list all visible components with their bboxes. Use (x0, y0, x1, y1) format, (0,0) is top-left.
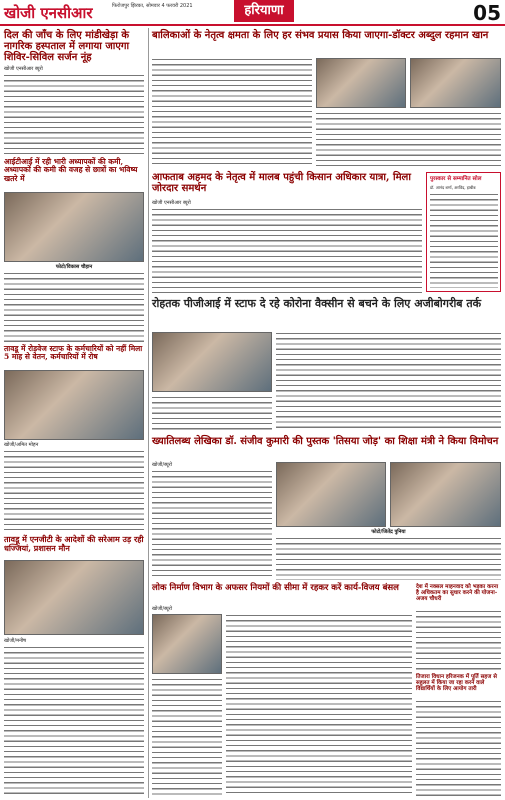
photo-caption-1: फोटो/विकास चौहान (55, 264, 93, 270)
page-number: 05 (473, 1, 501, 25)
article-body-7 (4, 646, 144, 796)
article-body-6 (276, 332, 501, 432)
story-headline-4: आफताब अहमद के नेतृत्व में मालब पहुंची किसान अधिकार यात्रा, मिला जोरदार समर्थन (152, 172, 411, 195)
byline-9: खोजी/ब्यूरो (152, 606, 172, 612)
byline-5: खोजी/अमित मोहन (4, 442, 39, 448)
byline-1: खोजी एनसीआर ब्यूरो (4, 66, 43, 72)
article-body-3 (4, 272, 144, 342)
article-body-11 (416, 700, 501, 796)
article-photo-8b (390, 462, 501, 527)
article-body-8b (276, 537, 501, 580)
article-photo-9 (152, 614, 222, 674)
article-photo-8a (276, 462, 386, 527)
story-headline-9: लोक निर्माण विभाग के अफसर नियमों की सीमा में रहकर करें कार्य-विजय बंसल (152, 583, 399, 593)
article-photo-2b (410, 58, 501, 108)
byline-4: खोजी एनसीआर ब्यूरो (152, 200, 191, 206)
story-headline-10: देश में नक्सल माहनवाद को भड़का करना है अधिकतम का सुधार करने की योजना-अजय चौधरी (416, 584, 499, 603)
story-headline-2: बालिकाओं के नेतृत्व क्षमता के लिए हर संभव प्रयास किया जाएगा-डॉक्टर अब्दुल रहमान खान (152, 30, 489, 41)
sidebar-body (430, 193, 498, 288)
issue-date: फिरोजपुर झिरका, सोमवार 4 फरवरी 2021 (112, 3, 193, 9)
article-body-1 (4, 74, 144, 154)
story-headline-11: तिजारा विधान हरिजनक में पूर्ति सहज से सहुलत में किया जा रहा करने वाले विद्यार्थियों के लिए आयोग तारी (416, 674, 497, 693)
article-body-8 (152, 470, 272, 580)
story-headline-8: ख्यातिलब्ध लेखिका डॉ. संजीव कुमारी की पुस्तक 'तिसया जोड़' का शिक्षा मंत्री ने किया विमोचन (152, 436, 499, 447)
newspaper-logo: खोजी एनसीआर (4, 4, 93, 22)
photo-caption-2: फोटो/जितेंद्र पुनिया (371, 529, 406, 535)
article-body-2 (152, 58, 312, 168)
article-body-6b (152, 396, 272, 432)
masthead (0, 0, 505, 26)
story-headline-7: तावडू में एनजीटी के आदेशों की सरेआम उड़ रही धज्जियां, प्रशासन मौन (4, 534, 144, 553)
article-body-10 (416, 610, 501, 670)
article-photo-3 (4, 192, 144, 262)
story-headline-3: आईटीआई में रही भारी अध्यापकों की कमी, अध्यापकों की कमी की वजह से छात्रों का भविष्य खतरे में (4, 157, 138, 183)
story-headline-1: दिल की जाँच के लिए मांडीखेड़ा के नागरिक हस्पताल में लगाया जाएगा शिविर-सिविल सर्जन नूंह (4, 30, 130, 64)
sidebar-headline: पुरस्कार से सम्मानित सोल (430, 176, 482, 182)
sidebar-box (426, 172, 501, 292)
byline-8: खोजी/ब्यूरो (152, 462, 172, 468)
article-photo-7 (4, 560, 144, 635)
column-divider (148, 28, 149, 798)
article-photo-6 (152, 332, 272, 392)
article-body-5 (4, 450, 144, 530)
article-body-2b (316, 112, 501, 168)
story-headline-6: रोहतक पीजीआई में स्टाफ दे रहे कोरोना वैक्सीन से बचने के लिए अजीबोगरीब तर्क (152, 297, 482, 310)
article-body-9b (152, 678, 222, 796)
article-photo-2a (316, 58, 406, 108)
section-label: हरियाणा (234, 0, 294, 22)
sidebar-sub: डॉ. आनंद शर्मा, अरविंद, हाबीब (430, 185, 476, 190)
article-body-9 (226, 614, 412, 796)
article-body-4 (152, 208, 422, 293)
byline-7: खोजी/मनीष (4, 638, 27, 644)
article-photo-5 (4, 370, 144, 440)
story-headline-5: तावडू में रोड़वेज स्टाफ के कर्मचारियों को नहीं मिला 5 माह से वेतन, कर्मचारियों में रोष (4, 344, 143, 362)
